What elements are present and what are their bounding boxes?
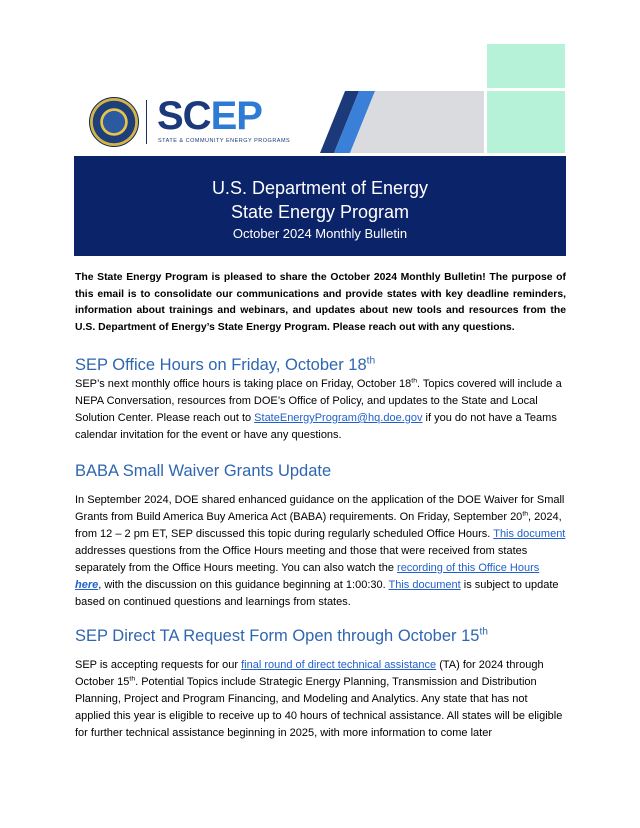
title-banner: [74, 156, 566, 256]
recording-link[interactable]: recording of this Office Hours here: [75, 562, 540, 591]
section-heading-office-hours: SEP Office Hours on Friday, October 18th: [75, 355, 376, 374]
scep-logo: SCEP: [157, 94, 262, 138]
decorative-green-block: [487, 91, 565, 153]
section-heading-baba: BABA Small Waiver Grants Update: [75, 462, 332, 480]
banner-line-3: October 2024 Monthly Bulletin: [232, 226, 408, 241]
baba-paragraph: In September 2024, DOE shared enhanced guidance on the application of the DOE Waiver for Small Grants from Build America Buy America Act (BABA) requirements. On Friday, September 20th, 2024, from 12 – 2 pm ET, SEP discussed this topic during regularly scheduled Office Hours. This document addresses questions from the Office Hours meeting and those that were received from states separately from the Office Hours meeting. You can also watch the recording of this Office Hours here, with the discussion on this guidance beginning at 1:00:30. This document is subject to update based on continued questions and learnings from states.: [75, 494, 566, 608]
logo-subtitle: STATE & COMMUNITY ENERGY PROGRAMS: [158, 138, 291, 144]
decorative-stripes: [280, 91, 405, 153]
logo-divider: [146, 100, 147, 144]
decorative-gray-block: [405, 91, 484, 153]
banner-line-1: U.S. Department of Energy: [211, 178, 429, 198]
doe-seal-icon: [89, 97, 139, 147]
direct-ta-paragraph: SEP is accepting requests for our final round of direct technical assistance (TA) for 2024 through October 15th. Potential Topics include Strategic Energy Planning, Transmission and Distribution Planning, Project and Program Financing, and Modeling and Analytics. Any state that has not applied this year is eligible to receive up to 40 hours of technical assistance. All states will be eligible for further technical assistance beginning in 2025, with more information to come later: [75, 659, 563, 739]
office-hours-paragraph: SEP’s next monthly office hours is taking place on Friday, October 18th. Topics covered will include a NEPA Conversation, resources from DOE’s Office of Policy, and updates to the State and Local Solution Center. Please reach out to StateEnergyProgram@hq.doe.gov if you do not have a Teams calendar invitation for the event or have any questions.: [75, 377, 562, 441]
bulletin-content: [75, 270, 566, 742]
document-link[interactable]: This document: [388, 579, 461, 591]
banner-line-2: State Energy Program: [230, 202, 410, 222]
email-link[interactable]: StateEnergyProgram@hq.doe.gov: [254, 412, 423, 424]
document-link[interactable]: This document: [493, 528, 566, 540]
technical-assistance-link[interactable]: final round of direct technical assistance: [241, 659, 437, 671]
intro-paragraph: The State Energy Program is pleased to share the October 2024 Monthly Bulletin! The purpose of this email is to consolidate our communications and provide states with key deadline reminders, information about trainings and webinars, and updates about new tools and resources from the U.S. Department of Energy’s State Energy Program. Please reach out with any questions.: [75, 272, 566, 333]
decorative-green-block: [487, 44, 565, 88]
section-heading-direct-ta: SEP Direct TA Request Form Open through October 15th: [75, 626, 488, 645]
